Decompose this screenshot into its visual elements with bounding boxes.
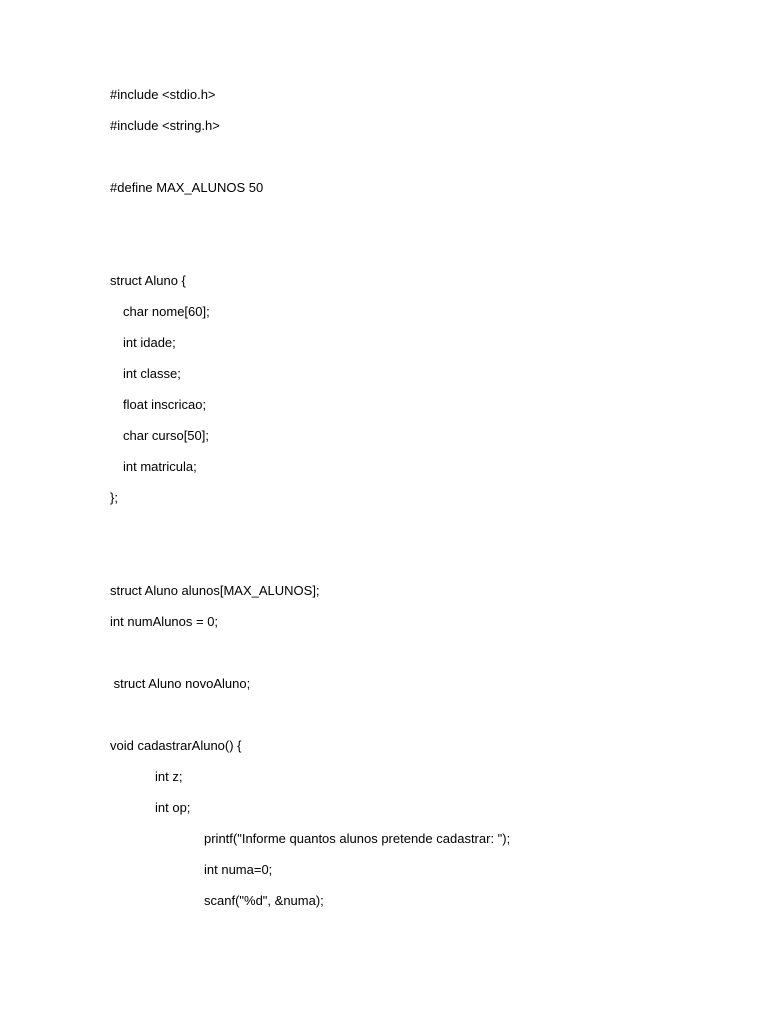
code-line: void cadastrarAluno() {: [110, 738, 242, 753]
code-line: int numa=0;: [204, 862, 273, 877]
code-line: int classe;: [123, 366, 181, 381]
code-line: struct Aluno novoAluno;: [110, 676, 251, 691]
code-line: #define MAX_ALUNOS 50: [110, 180, 264, 195]
code-line: int op;: [155, 800, 191, 815]
code-line: char nome[60];: [123, 304, 210, 319]
code-line: int numAlunos = 0;: [110, 614, 219, 629]
code-line: struct Aluno {: [110, 273, 186, 288]
code-line: scanf("%d", &numa);: [204, 893, 324, 908]
code-line: int idade;: [123, 335, 176, 350]
code-line: };: [110, 490, 118, 505]
code-line: float inscricao;: [123, 397, 207, 412]
code-line: int matricula;: [123, 459, 197, 474]
code-line: #include <string.h>: [110, 118, 220, 133]
code-line: int z;: [155, 769, 183, 784]
code-line: char curso[50];: [123, 428, 209, 443]
code-line: struct Aluno alunos[MAX_ALUNOS];: [110, 583, 320, 598]
code-line: #include <stdio.h>: [110, 87, 216, 102]
code-line: printf("Informe quantos alunos pretende cadastrar: ");: [204, 831, 511, 846]
